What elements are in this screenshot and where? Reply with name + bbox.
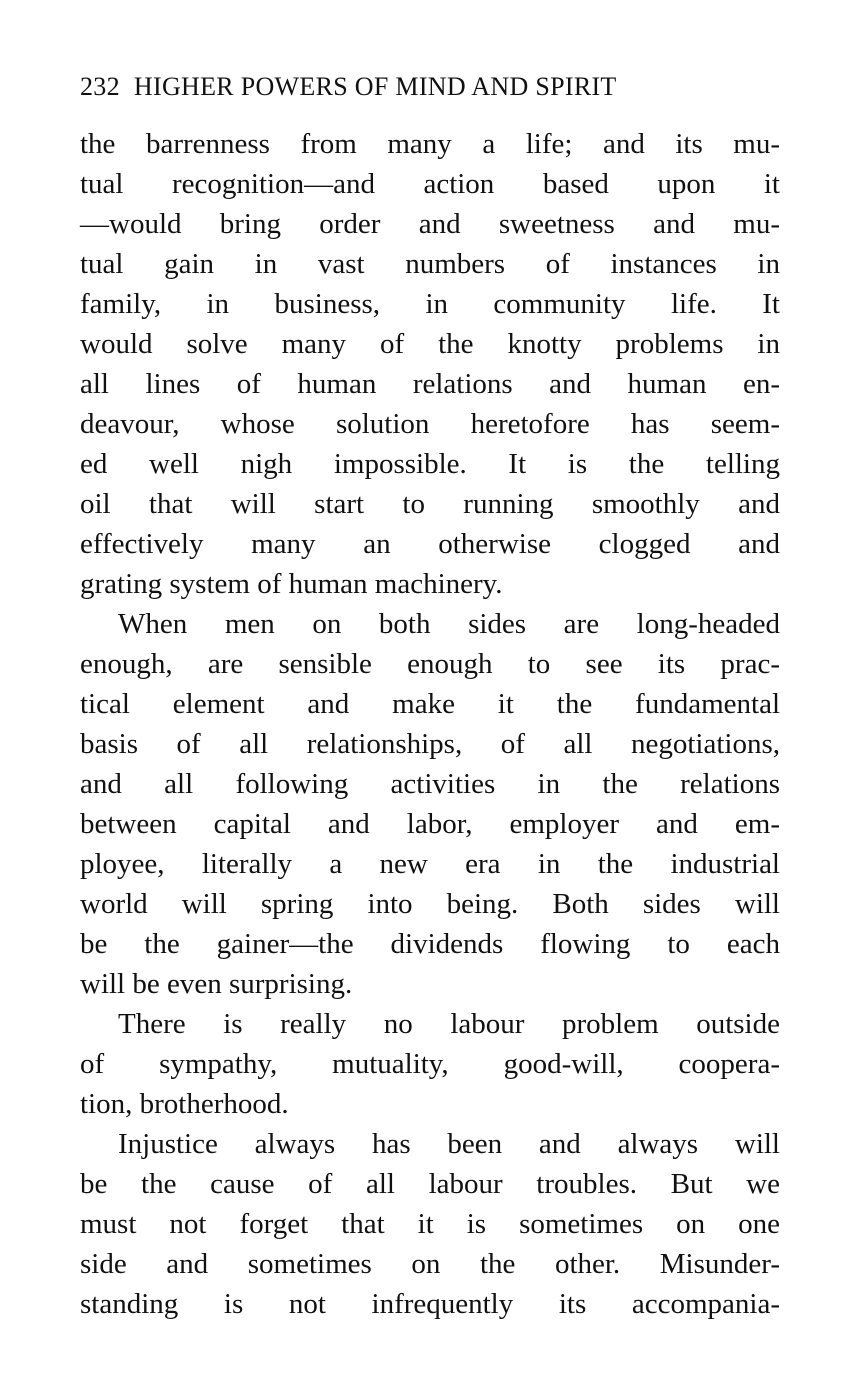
text-line: be the gainer—the dividends flowing to each: [80, 928, 780, 960]
text-line: will be even surprising.: [80, 968, 353, 1000]
text-line: There is really no labour problem outside: [118, 1008, 780, 1040]
text-line: grating system of human machinery.: [80, 568, 503, 600]
paragraph: [80, 124, 780, 604]
text-line: tual recognition—and action based upon it: [80, 168, 780, 200]
text-line: and all following activities in the relations: [80, 768, 780, 800]
text-line: the barrenness from many a life; and its mu-: [80, 128, 780, 160]
text-line: standing is not infrequently its accompania-: [80, 1288, 780, 1320]
text-line: deavour, whose solution heretofore has seem-: [80, 408, 780, 440]
text-line: ed well nigh impossible. It is the telling: [80, 448, 780, 480]
text-line: must not forget that it is sometimes on one: [80, 1208, 780, 1240]
page-body: [80, 124, 780, 1324]
text-line: would solve many of the knotty problems in: [80, 328, 780, 360]
text-line: family, in business, in community life. It: [80, 288, 780, 320]
running-header: [80, 72, 780, 102]
text-line: between capital and labor, employer and em-: [80, 808, 780, 840]
paragraph: [80, 1124, 780, 1324]
text-line: effectively many an otherwise clogged and: [80, 528, 780, 560]
paragraph: [80, 604, 780, 1004]
text-line: Injustice always has been and always will: [118, 1128, 780, 1160]
text-line: world will spring into being. Both sides will: [80, 888, 780, 920]
paragraph: [80, 1004, 780, 1124]
text-line: enough, are sensible enough to see its prac-: [80, 648, 780, 680]
text-line: ployee, literally a new era in the industrial: [80, 848, 780, 880]
text-line: all lines of human relations and human en-: [80, 368, 780, 400]
text-line: tion, brotherhood.: [80, 1088, 289, 1120]
text-line: tical element and make it the fundamental: [80, 688, 780, 720]
text-line: side and sometimes on the other. Misunder-: [80, 1248, 780, 1280]
text-line: tual gain in vast numbers of instances in: [80, 248, 780, 280]
text-line: of sympathy, mutuality, good-will, coopera-: [80, 1048, 780, 1080]
text-line: —would bring order and sweetness and mu-: [80, 208, 780, 240]
text-line: basis of all relationships, of all negotiations,: [80, 728, 780, 760]
text-line: oil that will start to running smoothly and: [80, 488, 780, 520]
text-line: When men on both sides are long-headed: [118, 608, 780, 640]
text-line: be the cause of all labour troubles. But we: [80, 1168, 780, 1200]
page-number: 232: [80, 72, 120, 101]
running-title: HIGHER POWERS OF MIND AND SPIRIT: [133, 72, 617, 101]
